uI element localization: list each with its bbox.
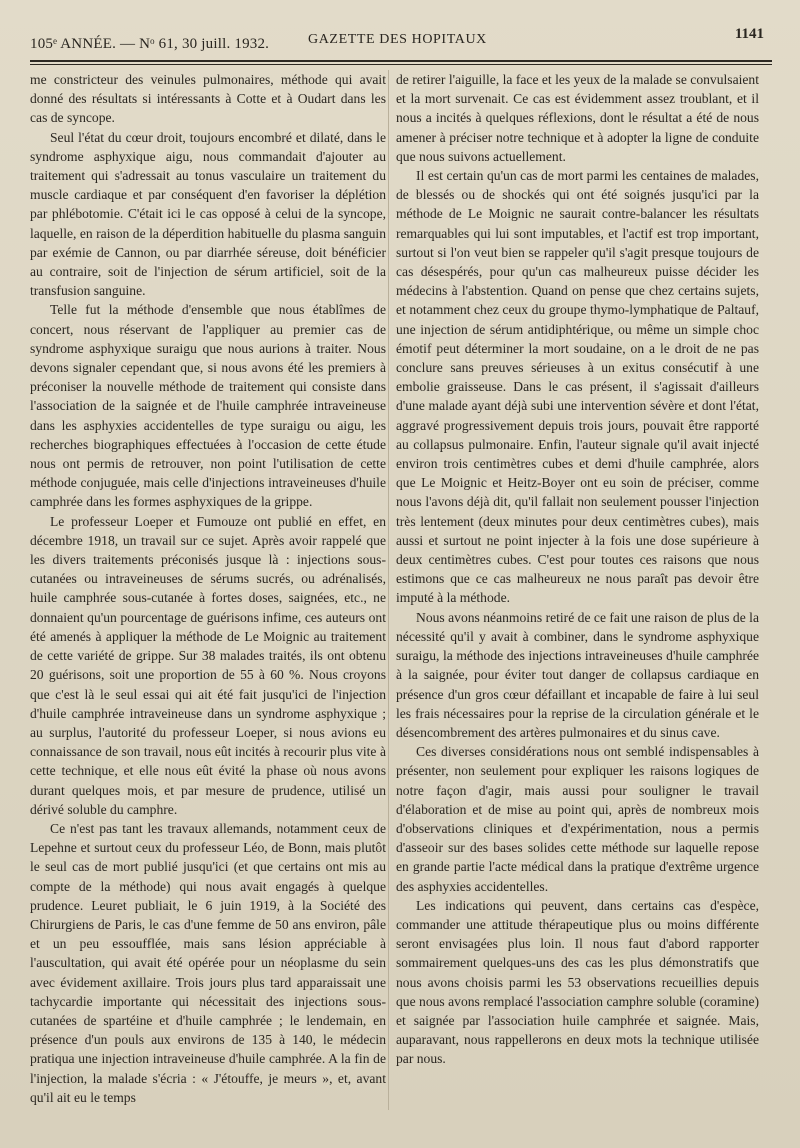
header-rule-thin xyxy=(30,64,772,65)
journal-title: GAZETTE DES HOPITAUX xyxy=(308,32,487,47)
paragraph: Ce n'est pas tant les travaux allemands, notamment ceux de Lepehne et surtout ceux du professeur Léo, de Bonn, mais plutôt le seul cas de mort publié jusqu'ici (et que certains ont mis au compte de la méthode) qui nous avait engagés à quelque prudence. Leuret publiait, le 6 juin 1919, à la Société des Chirurgiens de Paris, le cas d'une femme de 50 ans environ, pâle et un peu essoufflée, mais sans lésion appréciable à l'auscultation, qui avait été opérée pour un néoplasme du sein avec évidement axillaire. Trois jours plus tard apparaissait une tachycardie importante qui nécessitait des injections sous-cutanées de spartéine et d'huile camphrée ; le lendemain, en présence d'un pouls aux environs de 135 à 140, le médecin pratiqua une injection intraveineuse d'huile camphrée. A la fin de l'injection, la malade s'écria : « J'étouffe, je meurs », et, avant qu'il ait eu le temps xyxy=(30,820,386,1105)
paragraph: Seul l'état du cœur droit, toujours encombré et dilaté, dans le syndrome asphyxique aigu, nous commandait d'ajouter au traitement qui s'adressait au tonus vasculaire un traitement du muscle cardiaque et par conséquent d'en favoriser la déplétion par phlébotomie. C'était ici le cas opposé à celui de la syncope, laquelle, en raison de la déperdition habituelle du plasma sanguin par exémie de Cannon, ou par diarrhée séreuse, doit bénéficier au contraire, soit de l'injection de sérum artificiel, soit de la transfusion sanguine. xyxy=(30,129,386,299)
paragraph: Les indications qui peuvent, dans certains cas d'espèce, commander une attitude thérapeutique plus ou moins différente seront envisagées plus loin. Il nous faut d'abord rapporter sommairement quelques-uns des cas les plus démonstratifs que nous avons choisis parmi les 53 observations recueillies depuis que nous avons remplacé l'association camphre soluble (coramine) et saignée par l'association huile camphrée et saignée. Mais, auparavant, nous rappellerons en deux mots la technique utilisée par nous. xyxy=(396,897,759,1067)
paragraph: Le professeur Loeper et Fumouze ont publié en effet, en décembre 1918, un travail sur ce sujet. Après avoir rappelé que les divers traitements préconisés jusque là : injections sous-cutanées ou intraveineuses de sérums sucrés, ou adrénalisés, huile camphrée sous-cutanée à fortes doses, saignées, etc., ne donnaient qu'un pourcentage de guérisons infime, ces auteurs ont été amenés à appliquer la méthode de Le Moignic au traitement de cette variété de grippe. Sur 38 malades traités, ils ont obtenu 20 guérisons, soit une proportion de 55 à 60 %. Nous croyons que c'est là le seul essai qui ait été fait jusqu'ici de l'injection d'huile camphrée intraveineuse dans un syndrome asphyxique ; au surplus, l'autorité du professeur Loeper, si nous avions eu connaissance de son travail, nous eût incités à recourir plus vite à cette technique, et elle nous eût évité la phase où nous avons durant quelques mois, et par mesure de prudence, utilisé un dérivé soluble du camphre. xyxy=(30,513,386,817)
paragraph: me constricteur des veinules pulmonaires, méthode qui avait donné des résultats si intéressants à Cotte et à Oudart dans les cas de syncope. xyxy=(30,72,386,126)
header-rule xyxy=(30,60,772,62)
right-column xyxy=(396,70,759,1069)
column-divider xyxy=(388,70,389,1110)
paragraph: Nous avons néanmoins retiré de ce fait une raison de plus de la nécessité qu'il y avait à combiner, dans le syndrome asphyxique suraigu, la méthode des injections intraveineuses d'huile camphrée à la saignée, pour éviter tout danger de collapsus cardiaque en présence d'un gros cœur défaillant et incapable de faire à lui seul les frais nécessaires pour la reprise de la circulation générale et le désencombrement des artères pulmonaires et du sinus cave. xyxy=(396,609,759,740)
paragraph: Ces diverses considérations nous ont semblé indispensables à présenter, non seulement pour expliquer les raisons logiques de notre façon d'agir, mais aussi pour souligner le travail d'élaboration et de mise au point qui, après de nombreux mois d'observations cliniques et d'expérimentation, nous a permis d'asseoir sur des bases solides cette méthode sur laquelle repose en grande partie l'acte médical dans la pratique d'extrême urgence des asphyxies accidentelles. xyxy=(396,744,759,894)
paragraph: Il est certain qu'un cas de mort parmi les centaines de malades, de blessés ou de shockés qui ont été soignés jusqu'ici par la méthode de Le Moignic ne saurait contre-balancer les résultats remarquables qui lui sont imputables, et l'actif est trop important, surtout si l'on veut bien se rappeler qu'il s'agit presque toujours de cas désespérés, pour qu'un cas malheureux puisse décider les médecins à l'abstention. Quand on pense que chez certains sujets, et notamment chez ceux du groupe thymo-lymphatique de Paltauf, une injection de sérum antidiphtérique, ou même un simple choc émotif peut déterminer la mort soudaine, on a le droit de ne pas conclure sans preuves sérieuses à un exitus consécutif à une embolie graisseuse. Dans le cas présent, il s'agissait d'ailleurs d'une malade ayant déjà subi une intervention sévère et dont l'état, aggravé progressivement depuis trois jours, pouvait être rapporté au collapsus pulmonaire. Enfin, l'auteur signale qu'il avait injecté environ trois centimètres cubes et demi d'huile camphrée, alors que Le Moignic et Heitz-Boyer ont eu soin de préciser, comme nous l'avons déjà dit, qu'il fallait non seulement pousser l'injection très lentement (deux minutes pour deux centimètres cubes), mais aussi et surtout ne point injecter à la fois une dose supérieure à deux centimètres cubes. C'est pour toutes ces raisons que nous estimons que ce cas malheureux ne nous paraît pas devoir être imputé à la méthode. xyxy=(396,168,759,606)
issue-info: 105ᵉ ANNÉE. — Nᵒ 61, 30 juill. 1932. xyxy=(30,36,270,52)
left-column xyxy=(30,70,386,1107)
paragraph: de retirer l'aiguille, la face et les yeux de la malade se convulsaient et la mort survenait. Ce cas est évidemment assez troublant, et il nous a incités à quelques réflexions, dont le résultat a été de nous amener à préciser notre technique et à adopter la ligne de conduite que nous suivons actuellement. xyxy=(396,72,759,164)
paragraph: Telle fut la méthode d'ensemble que nous établîmes de concert, nous réservant de l'appliquer au premier cas de syndrome asphyxique suraigu que nous aurions à traiter. Nous devons signaler cependant que, si nous avons été les premiers à préconiser la nouvelle méthode de traitement qui consiste dans l'association de la saignée et de l'huile camphrée intraveineuse dans les asphyxies accidentelles de type suraigu ou aigu, les recherches biographiques effectuées à l'occasion de cette étude nous ont permis de retrouver, non point l'utilisation de cette méthode conjuguée, mais celle d'injections intraveineuses d'huile camphrée dans les formes asphyxiques de la grippe. xyxy=(30,302,386,510)
page-number: 1141 xyxy=(734,26,764,42)
page-header xyxy=(30,26,770,56)
